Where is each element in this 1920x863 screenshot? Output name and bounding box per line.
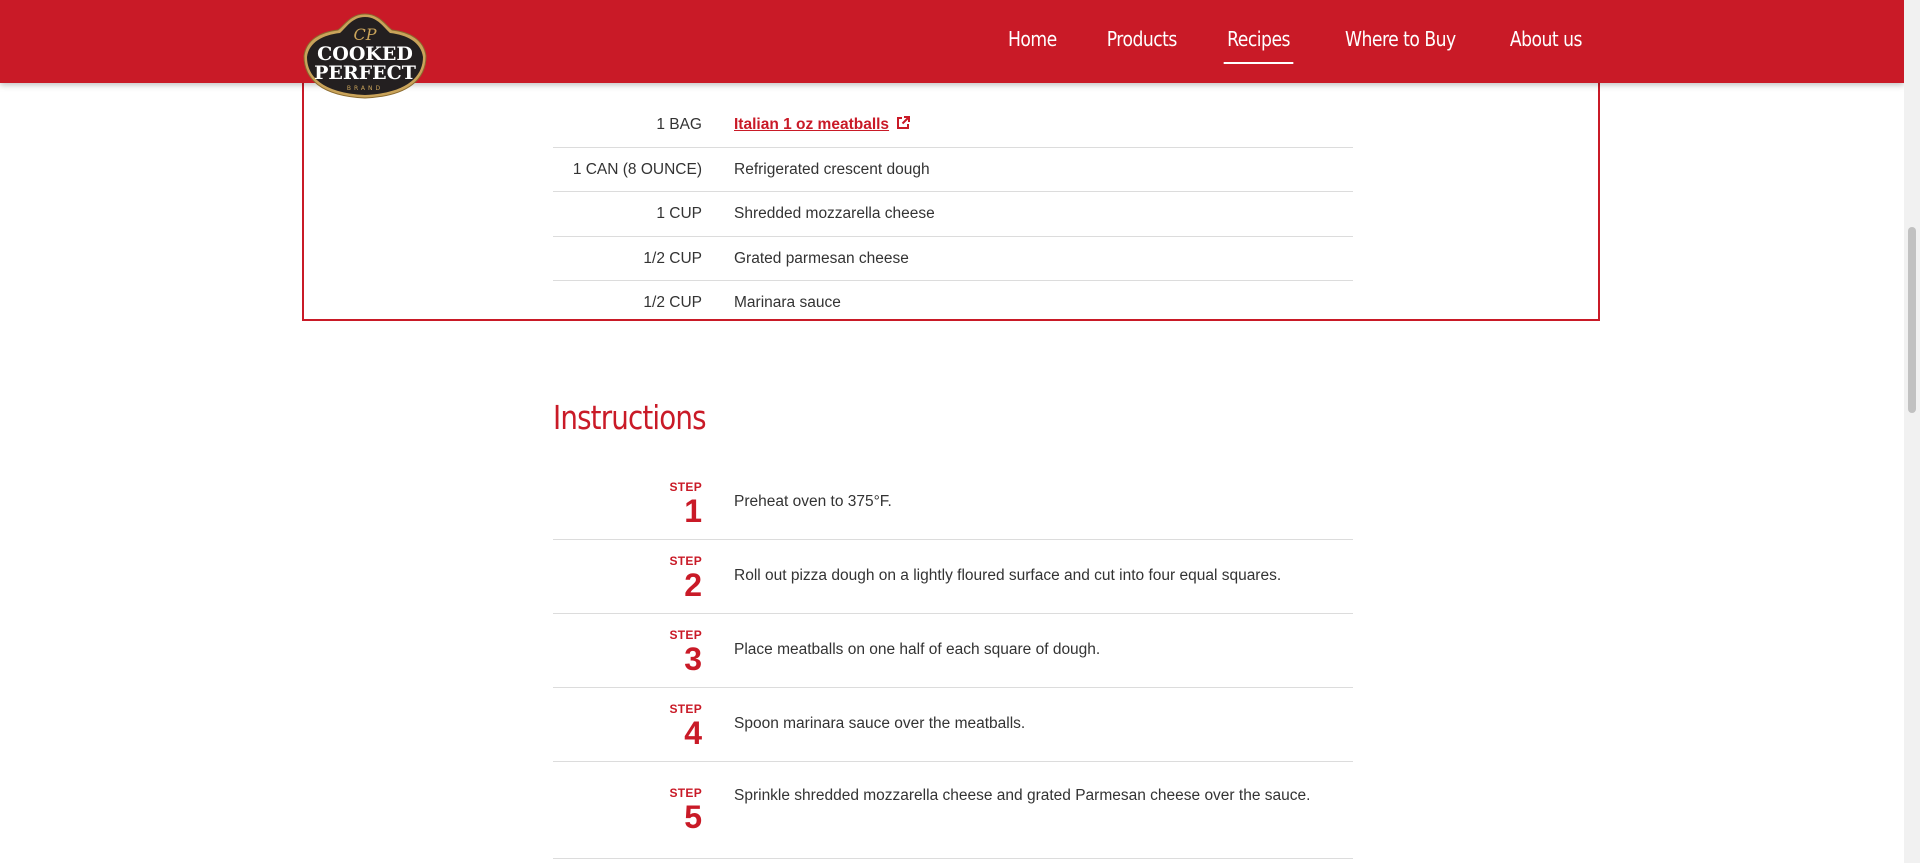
step-number (553, 628, 702, 676)
ingredient-name: Shredded mozzarella cheese (734, 205, 935, 222)
page-scrollbar[interactable] (1904, 0, 1920, 863)
ingredient-name: Grated parmesan cheese (734, 249, 909, 267)
step-text: Place meatballs on one half of each square of dough. (734, 641, 1101, 658)
step-digit: 5 (684, 799, 702, 835)
scrollbar-thumb[interactable] (1908, 227, 1916, 413)
ingredient-row (553, 148, 1353, 193)
ingredient-row (553, 192, 1353, 237)
step-text: Spoon marinara sauce over the meatballs. (734, 715, 1026, 732)
step-number (553, 786, 702, 834)
site-header (0, 0, 1904, 83)
step-text: Sprinkle shredded mozzarella cheese and grated Parmesan cheese over the sauce. (734, 787, 1311, 804)
step-row (553, 614, 1353, 688)
step-digit: 3 (684, 641, 702, 677)
ingredient-row (553, 103, 1353, 148)
ingredient-row (553, 281, 1353, 325)
logo-line2: PERFECT (314, 62, 416, 84)
nav-recipes[interactable]: Recipes (1228, 0, 1291, 83)
ingredient-row (553, 237, 1353, 282)
ingredient-qty: 1 CUP (656, 205, 702, 222)
nav-where-to-buy[interactable]: Where to Buy (1344, 27, 1456, 51)
external-link-icon[interactable] (895, 105, 911, 149)
step-label: STEP (669, 786, 702, 800)
ingredients-table (553, 103, 1353, 325)
instructions-heading: Instructions (553, 398, 706, 437)
step-label: STEP (669, 480, 702, 494)
logo-tagline: BRAND (346, 85, 384, 92)
step-number (553, 702, 702, 750)
ingredient-product-link[interactable]: Italian 1 oz meatballs (734, 116, 890, 133)
ingredient-qty: 1 BAG (656, 116, 702, 133)
step-digit: 2 (684, 567, 702, 603)
step-label: STEP (669, 554, 702, 568)
step-text: Preheat oven to 375°F. (734, 493, 892, 510)
ingredient-qty: 1/2 CUP (643, 249, 702, 267)
step-number (553, 554, 702, 602)
step-number (553, 480, 702, 528)
main-nav (964, 0, 1588, 83)
step-label: STEP (669, 702, 702, 716)
step-row (553, 762, 1353, 859)
step-row (553, 466, 1353, 540)
instructions-list (553, 466, 1353, 859)
step-row (553, 688, 1353, 762)
brand-logo[interactable] (302, 12, 428, 100)
ingredient-qty: 1 CAN (8 OUNCE) (572, 160, 702, 178)
nav-about-us[interactable]: About us (1510, 27, 1583, 51)
ingredient-name: Refrigerated crescent dough (734, 160, 930, 178)
ingredient-qty: 1/2 CUP (643, 294, 702, 311)
logo-line1: COOKED (317, 43, 413, 65)
step-digit: 4 (684, 715, 702, 751)
nav-home[interactable]: Home (1008, 27, 1057, 51)
step-text: Roll out pizza dough on a lightly floured surface and cut into four equal squares. (734, 567, 1282, 584)
step-label: STEP (669, 628, 702, 642)
step-digit: 1 (684, 493, 702, 529)
logo-monogram: CP (353, 25, 377, 44)
ingredient-name: Marinara sauce (734, 294, 841, 311)
nav-products[interactable]: Products (1106, 27, 1177, 51)
ingredient-name (734, 103, 911, 149)
step-row (553, 540, 1353, 614)
